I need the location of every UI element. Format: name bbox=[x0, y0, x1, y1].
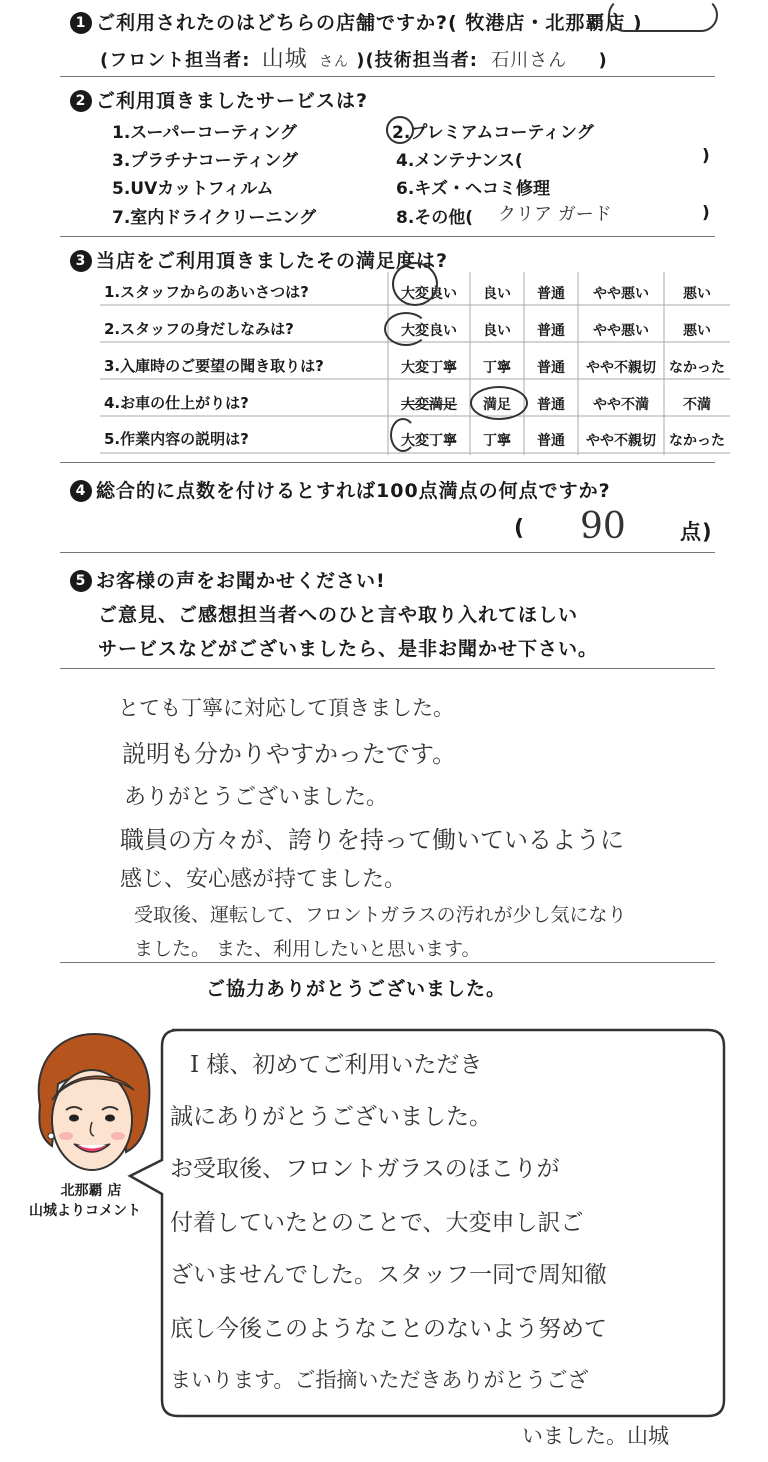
front-staff-san: さん bbox=[319, 54, 350, 70]
divider-6 bbox=[60, 962, 715, 963]
rating-row-2-opt-1: 大変良い bbox=[401, 323, 457, 339]
rating-row-3-opt-1: 大変丁寧 bbox=[401, 360, 457, 376]
staff-response-line-5: ざいませんでした。スタッフ一同で周知徹 bbox=[170, 1262, 607, 1288]
service-4-close: ) bbox=[702, 146, 710, 166]
q2-question: ご利用頂きましたサービスは? bbox=[96, 90, 369, 112]
service-8: 8.その他( bbox=[396, 208, 474, 228]
customer-comment-line-2: 説明も分かりやすかったです。 bbox=[122, 740, 457, 768]
service-6: 6.キズ・ヘコミ修理 bbox=[396, 179, 550, 199]
q5-number-badge: 5 bbox=[70, 570, 92, 592]
q3-number-badge: 3 bbox=[70, 250, 92, 272]
customer-comment-line-1: とても丁寧に対応して頂きました。 bbox=[118, 696, 454, 720]
customer-comment-line-4: 職員の方々が、誇りを持って働いているように bbox=[120, 826, 624, 854]
staff-response-line-3: お受取後、フロントガラスのほこりが bbox=[170, 1156, 560, 1182]
rating-row-2-opt-3: 普通 bbox=[537, 323, 565, 339]
q1-question: ご利用されたのはどちらの店舗ですか?( 牧港店・北那覇店 ) bbox=[96, 12, 643, 34]
rating-row-5-opt-4: やや不親切 bbox=[586, 433, 656, 449]
rating-row-4-opt-2: 満足 bbox=[483, 397, 511, 413]
customer-comment-line-6: 受取後、運転して、フロントガラスの汚れが少し気になり bbox=[134, 904, 627, 926]
rating-row-3-label: 3.入庫時のご要望の聞き取りは? bbox=[104, 357, 324, 375]
rating-row-3-opt-4: やや不親切 bbox=[586, 360, 656, 376]
service-8-close: ) bbox=[702, 203, 710, 223]
tech-staff-value: 石川さん bbox=[491, 50, 568, 71]
staff-response-line-6: 底し今後このようなことのないよう努めて bbox=[170, 1316, 607, 1342]
rating-row-5-opt-3: 普通 bbox=[537, 433, 565, 449]
customer-comment-line-3: ありがとうございました。 bbox=[124, 785, 389, 810]
staff-response-tail: いました。山城 bbox=[522, 1424, 669, 1448]
rating-row-4-opt-5: 不満 bbox=[683, 397, 711, 413]
q1-number-badge: 1 bbox=[70, 12, 92, 34]
rating-row-5-opt-2: 丁寧 bbox=[483, 433, 511, 449]
service-8-other-value: クリア ガード bbox=[498, 204, 612, 225]
rating-row-1-opt-3: 普通 bbox=[537, 286, 565, 302]
staff-response bbox=[170, 1030, 730, 1420]
service-3: 3.プラチナコーティング bbox=[112, 151, 298, 171]
q4-open-paren: ( bbox=[514, 516, 526, 541]
staff-store-label: 北那覇 店 bbox=[60, 1183, 122, 1199]
q5-subtext-1: ご意見、ご感想担当者へのひと言や取り入れてほしい bbox=[98, 604, 579, 626]
rating-row-3-opt-3: 普通 bbox=[537, 360, 565, 376]
rating-row-1-opt-4: やや悪い bbox=[593, 286, 649, 302]
rating-row-2-opt-2: 良い bbox=[483, 323, 511, 339]
rating-row-5-opt-5: なかった bbox=[669, 433, 725, 449]
service-7: 7.室内ドライクリーニング bbox=[112, 208, 317, 228]
staff-response-line-7: まいります。ご指摘いただきありがとうござ bbox=[170, 1368, 589, 1392]
staff-response-line-2: 誠にありがとうございました。 bbox=[170, 1104, 492, 1130]
service-5: 5.UVカットフィルム bbox=[112, 179, 274, 199]
staff-response-line-1: I 様、初めてご利用いただき bbox=[190, 1052, 483, 1078]
service-1: 1.スーパーコーティング bbox=[112, 123, 297, 143]
rating-row-2-opt-5: 悪い bbox=[683, 323, 711, 339]
rating-row-4-opt-1: 大変満足 bbox=[401, 397, 457, 413]
service-2: 2.プレミアムコーティング bbox=[392, 123, 594, 143]
q1-close-paren: ) bbox=[598, 50, 608, 71]
rating-row-2-opt-4: やや悪い bbox=[593, 323, 649, 339]
rating-row-1-label: 1.スタッフからのあいさつは? bbox=[104, 283, 309, 301]
q3-question: 当店をご利用頂きましたその満足度は? bbox=[96, 250, 449, 272]
rating-row-1-opt-5: 悪い bbox=[683, 286, 711, 302]
rating-row-5-opt-1: 大変丁寧 bbox=[401, 433, 457, 449]
staff-name-label: 山城よりコメント bbox=[29, 1203, 141, 1219]
rating-row-2-label: 2.スタッフの身だしなみは? bbox=[104, 320, 294, 338]
thanks-message: ご協力ありがとうございました。 bbox=[206, 978, 507, 1000]
rating-row-5-label: 5.作業内容の説明は? bbox=[104, 430, 249, 448]
front-staff-value: 山城 bbox=[261, 47, 308, 72]
q4-unit: 点) bbox=[680, 520, 713, 544]
rating-row-4-label: 4.お車の仕上がりは? bbox=[104, 394, 249, 412]
customer-comment-line-7: ました。 また、利用したいと思います。 bbox=[134, 938, 481, 960]
q2-number-badge: 2 bbox=[70, 90, 92, 112]
rating-row-1-opt-1: 大変良い bbox=[401, 286, 457, 302]
rating-row-4-opt-3: 普通 bbox=[537, 397, 565, 413]
customer-comment-line-5: 感じ、安心感が持てました。 bbox=[120, 867, 407, 892]
front-staff-label: (フロント担当者: bbox=[100, 50, 251, 71]
rating-row-1-opt-2: 良い bbox=[483, 286, 511, 302]
q4-question: 総合的に点数を付けるとすれば100点満点の何点ですか? bbox=[96, 480, 611, 502]
tech-staff-label: )(技術担当者: bbox=[356, 50, 478, 71]
staff-response-line-4: 付着していたとのことで、大変申し訳ご bbox=[170, 1210, 584, 1236]
q5-subtext-2: サービスなどがございましたら、是非お聞かせ下さい。 bbox=[98, 638, 599, 660]
q5-question: お客様の声をお聞かせください! bbox=[96, 570, 386, 592]
q4-number-badge: 4 bbox=[70, 480, 92, 502]
service-4: 4.メンテナンス( bbox=[396, 151, 523, 171]
q4-score: 90 bbox=[580, 506, 626, 547]
rating-row-4-opt-4: やや不満 bbox=[593, 397, 649, 413]
rating-row-3-opt-2: 丁寧 bbox=[483, 360, 511, 376]
rating-row-3-opt-5: なかった bbox=[669, 360, 725, 376]
